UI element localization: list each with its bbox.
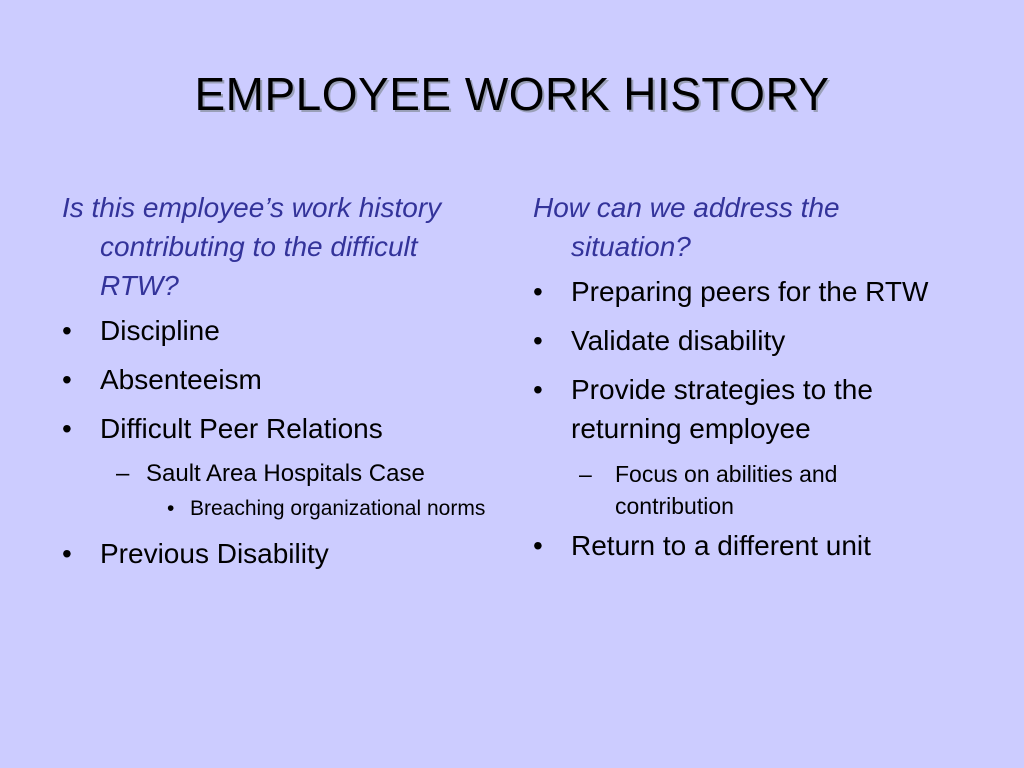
list-item [533,321,953,360]
bullet-icon: • [62,538,72,569]
bullet-icon: • [533,325,543,356]
list-item [62,311,502,350]
right-question: How can we address the situation? [533,192,840,262]
sub-list-item [533,458,953,522]
list-item [533,526,953,565]
list-item [533,370,953,448]
bullet-icon: • [533,530,543,561]
bullet-icon: • [533,276,543,307]
list-item [62,409,502,448]
slide-title: EMPLOYEE WORK HISTORY [194,68,830,120]
list-item-text: Preparing peers for the RTW [571,276,929,307]
bullet-icon: • [62,364,72,395]
list-item [62,534,502,573]
sub-list-item [62,458,502,490]
list-item-text: Previous Disability [100,538,329,569]
list-item [533,272,953,311]
bullet-icon: • [62,315,72,346]
sub-sub-list-item-text: Breaching organizational norms [190,497,486,520]
dash-icon: – [116,460,130,487]
sub-sub-list-item [62,494,502,524]
sub-list-item-text: Sault Area Hospitals Case [146,460,425,487]
list-item-text: Difficult Peer Relations [100,413,383,444]
left-column [62,188,502,583]
list-item-text: Provide strategies to the returning employee [571,374,873,444]
bullet-icon: • [533,374,543,405]
list-item-text: Absenteeism [100,364,262,395]
list-item-text: Return to a different unit [571,530,871,561]
right-column [533,188,953,575]
dash-icon: – [579,461,592,487]
sub-list-item-text: Focus on abilities and contribution [615,461,838,519]
bullet-icon: • [167,497,175,520]
list-item-text: Discipline [100,315,220,346]
bullet-icon: • [62,413,72,444]
list-item [62,360,502,399]
left-question: Is this employee’s work history contributing to the difficult RTW? [62,192,442,301]
list-item-text: Validate disability [571,325,786,356]
